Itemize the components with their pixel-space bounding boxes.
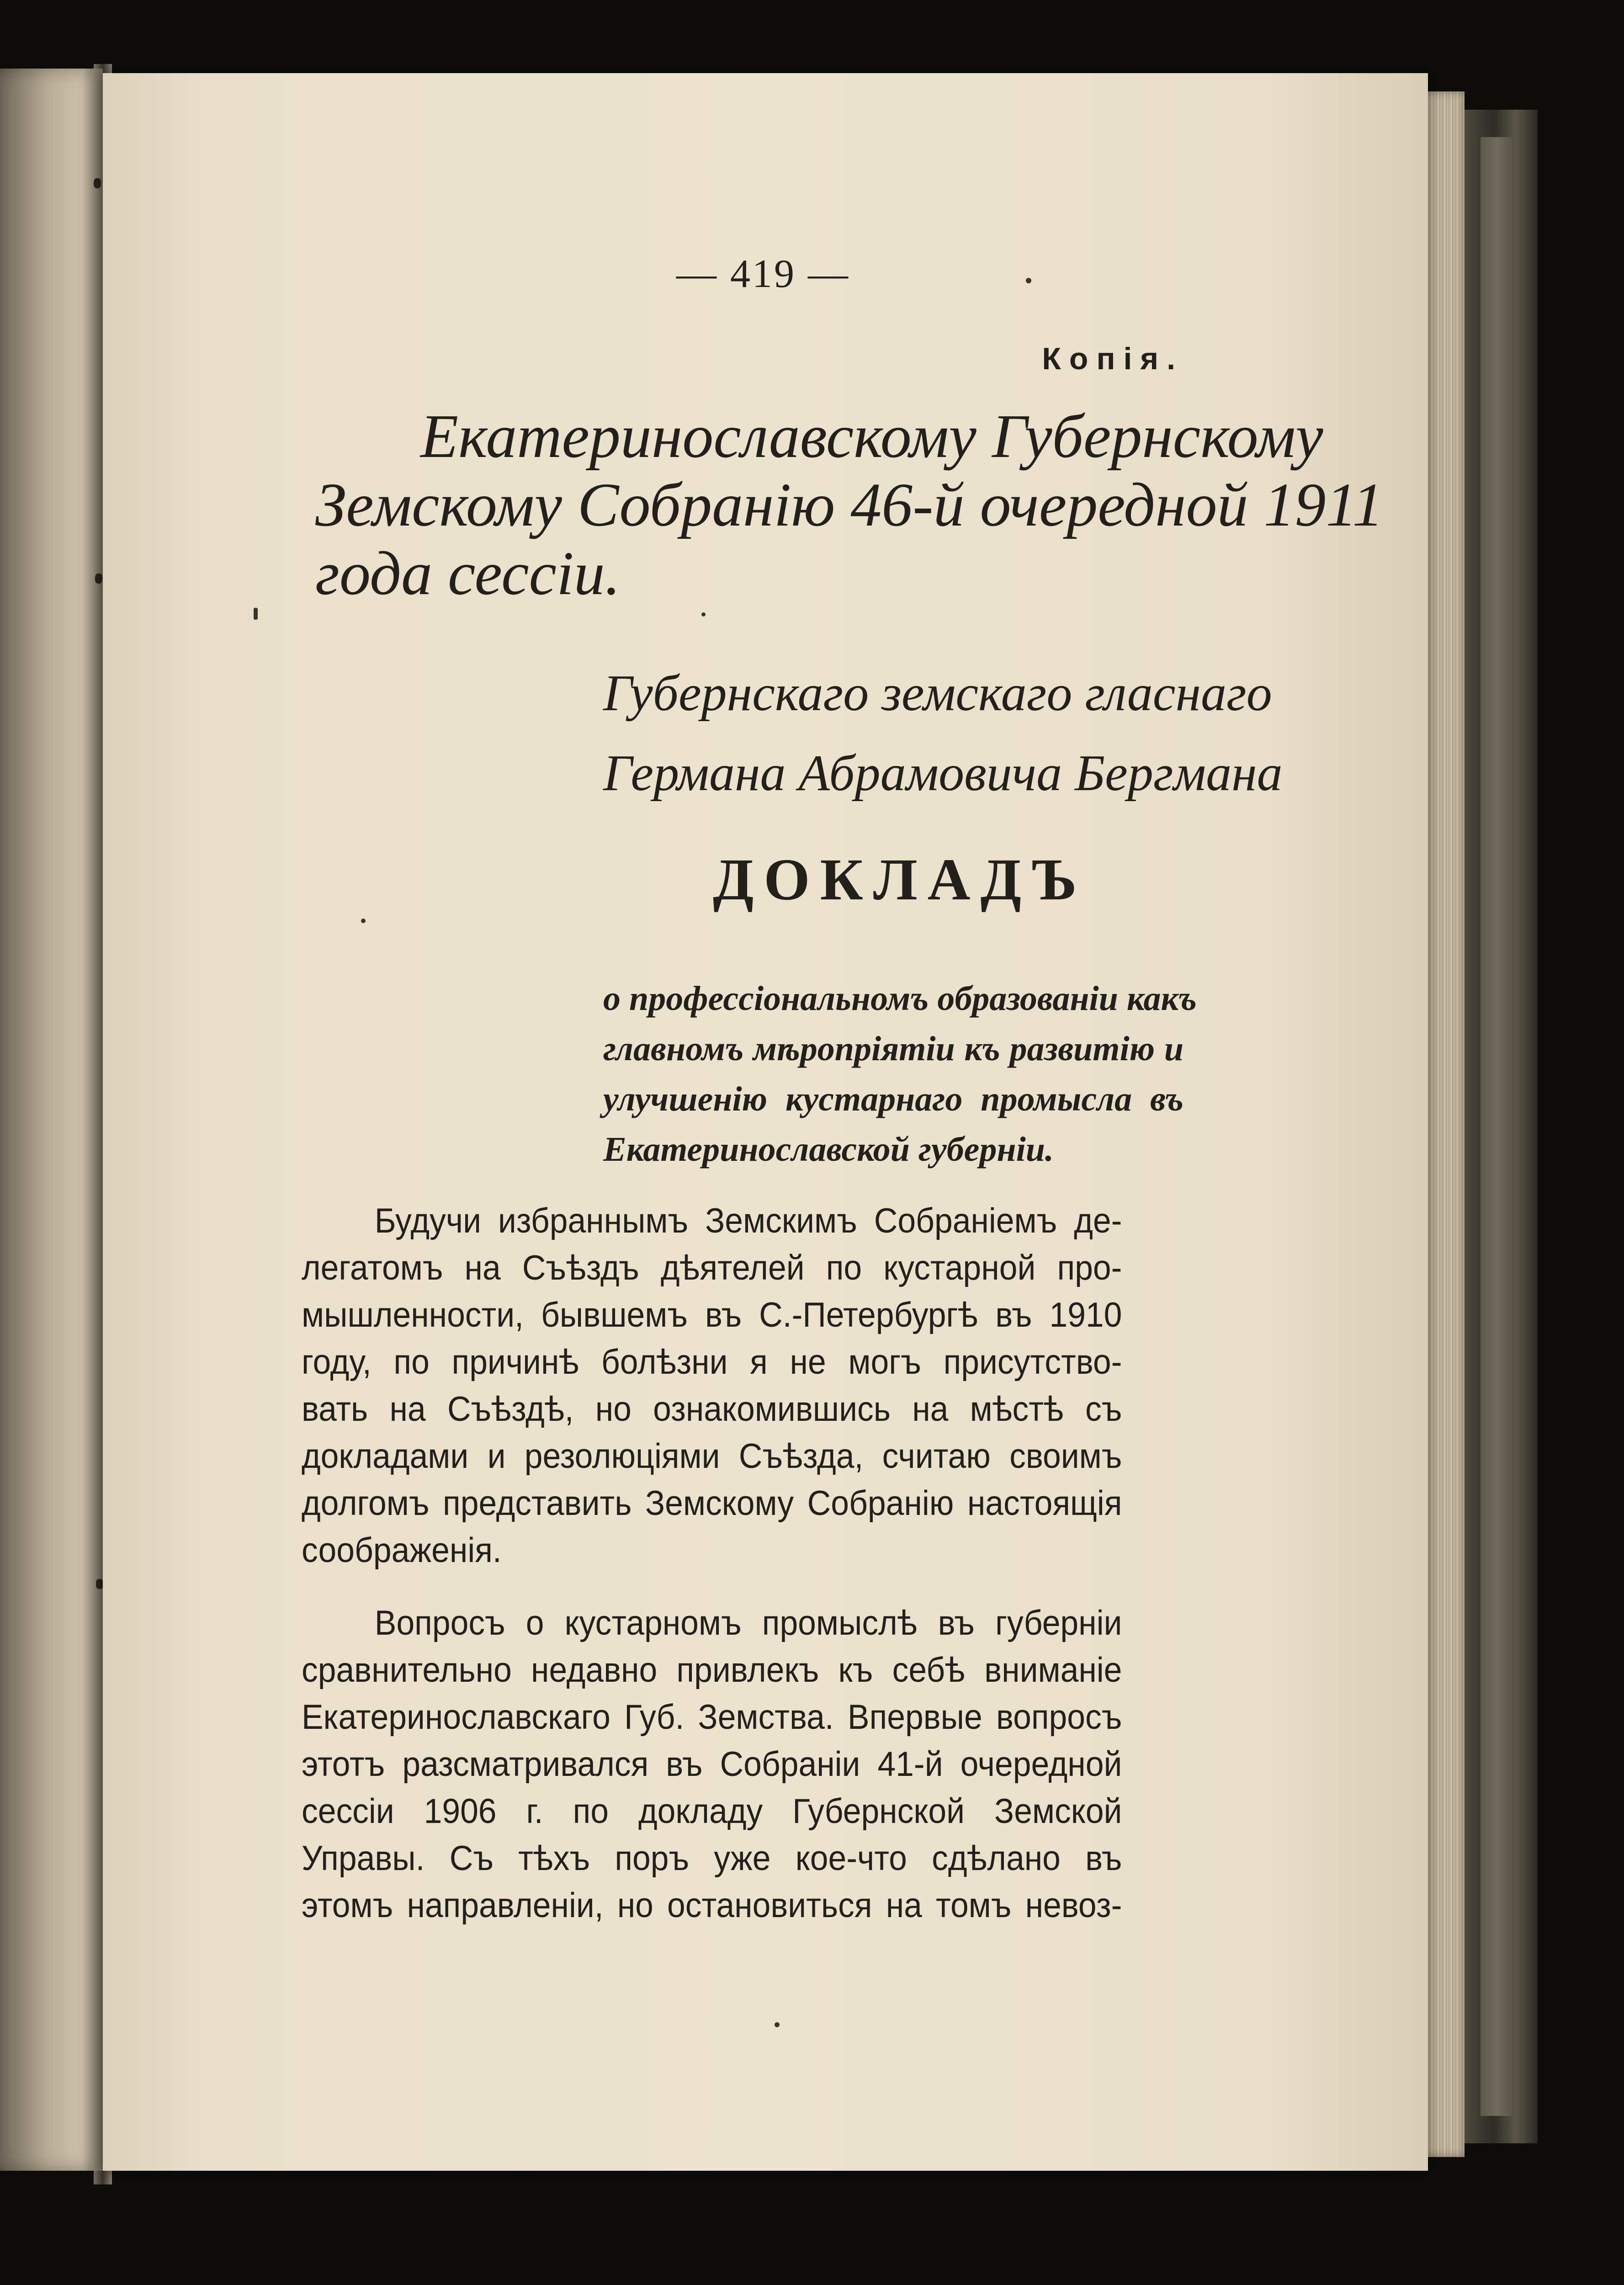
text-line: Будучи избраннымъ Земскимъ Собраніемъ де- [374, 1201, 1122, 1240]
report-title: ДОКЛАДЪ [713, 847, 1087, 913]
text-line: мышленности, бывшемъ въ С.-Петербургѣ въ 1910 [302, 1296, 1122, 1334]
addressee-line: Екатеринославскому Губернскому [420, 402, 1323, 471]
subject-line: о профессіональномъ образованіи какъ [603, 979, 1197, 1018]
ink-speck [775, 2022, 780, 2027]
text-line: докладами и резолюціями Съѣзда, считаю своимъ [302, 1437, 1122, 1476]
subject-line: Екатеринославской губерніи. [603, 1130, 1054, 1169]
author [603, 654, 1283, 813]
report-subject [603, 973, 1197, 1174]
subject-line: улучшенію кустарнаго промысла въ [603, 1080, 1184, 1118]
text-line: Управы. Съ тѣхъ поръ уже кое-что сдѣлано въ [302, 1839, 1122, 1878]
author-line: Германа Абрамовича Бергмана [603, 745, 1283, 802]
ink-speck [701, 612, 706, 616]
text-line: соображенія. [302, 1531, 502, 1570]
ink-speck [361, 919, 366, 923]
addressee-line: Земскому Собранію 46-й очередной 1911 [315, 471, 1384, 539]
copy-label: Копія. [1042, 341, 1184, 376]
paragraph-2 [302, 1600, 1122, 1929]
text-line: Екатеринославскаго Губ. Земства. Впервые вопросъ [302, 1698, 1122, 1737]
text-line: вать на Съѣздѣ, но ознакомившись на мѣстѣ съ [302, 1390, 1122, 1429]
subject-line: главномъ мѣропріятіи къ развитію и [603, 1030, 1184, 1068]
text-line: долгомъ представить Земскому Собранію настоящія [302, 1484, 1122, 1523]
text-line: году, по причинѣ болѣзни я не могъ присутство- [302, 1343, 1122, 1382]
addressee [315, 402, 1384, 608]
left-page-edge [0, 69, 103, 2171]
ink-speck [254, 608, 258, 620]
text-line: этотъ разсматривался въ Собраніи 41-й очередной [302, 1745, 1122, 1784]
text-line: сессіи 1906 г. по докладу Губернской Земской [302, 1792, 1122, 1831]
paragraph-1 [302, 1197, 1122, 1574]
text-line: легатомъ на Съѣздъ дѣятелей по кустарной про- [302, 1249, 1122, 1287]
addressee-line: года сессіи. [315, 539, 621, 608]
text-line: Вопросъ о кустарномъ промыслѣ въ губерніи [374, 1604, 1122, 1642]
binding-mark [96, 1579, 103, 1589]
text-line: этомъ направленіи, но остановиться на томъ невоз- [302, 1886, 1122, 1925]
text-line: сравнительно недавно привлекъ къ себѣ вниманіе [302, 1651, 1122, 1690]
binding-mark [95, 574, 102, 584]
binding-mark [94, 178, 101, 188]
ink-speck [1026, 278, 1031, 283]
page-number: — 419 — [676, 252, 850, 296]
author-line: Губернскаго земскаго гласнаго [603, 665, 1272, 722]
book-cover-inner [1481, 137, 1513, 2116]
